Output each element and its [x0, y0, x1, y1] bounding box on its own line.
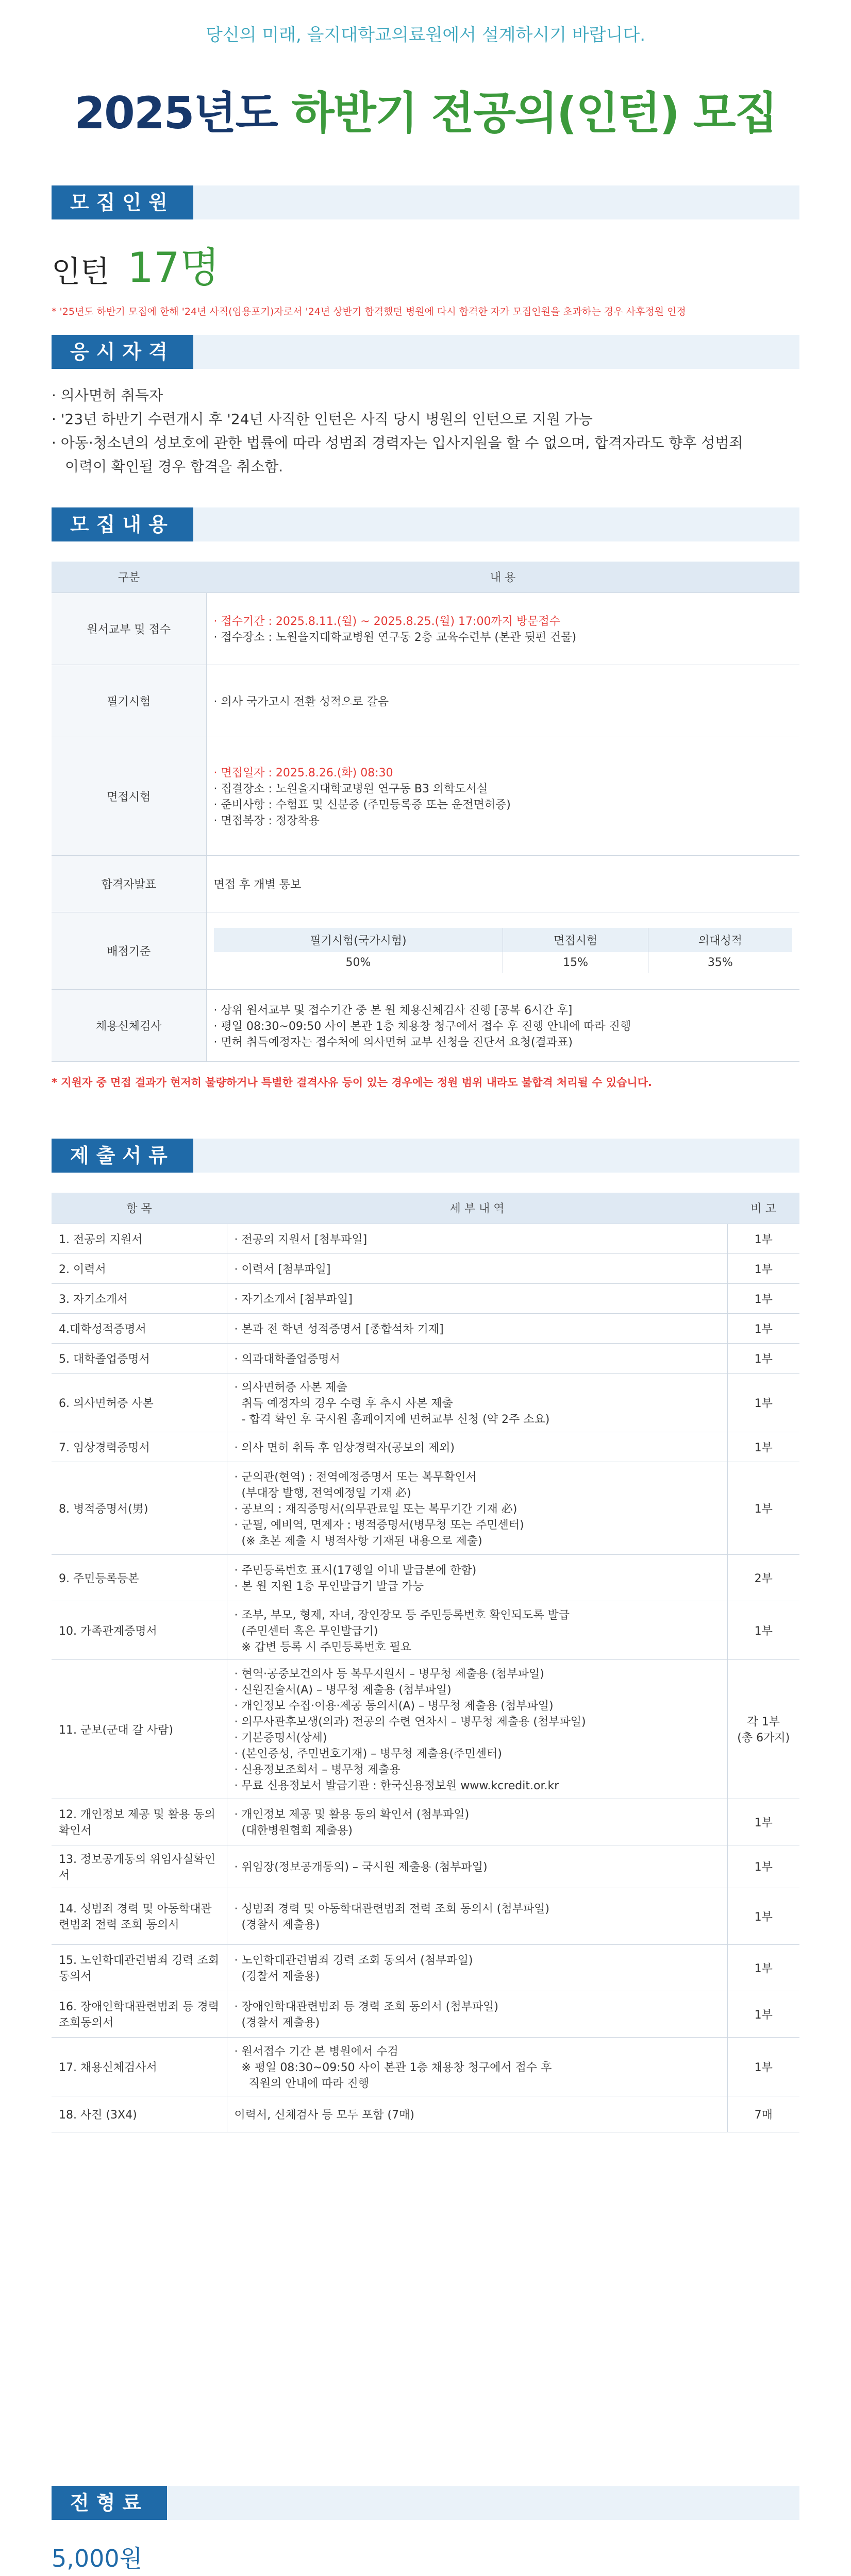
docs-item: 15. 노인학대관련범죄 경력 조회 동의서	[52, 1944, 227, 1991]
check-detail	[206, 989, 799, 1061]
docs-item: 6. 의사면허증 사본	[52, 1373, 227, 1432]
docs-row	[52, 1845, 799, 1888]
docs-detail-line: · 현역·공중보건의사 등 복무지원서 – 병무청 제출용 (첨부파일)	[234, 1668, 544, 1681]
docs-item: 3. 자기소개서	[52, 1283, 227, 1313]
check-label: 채용신체검사	[52, 989, 206, 1061]
docs-detail-line: · 공보의 : 재직증명서(의무관료일 또는 복무기간 기재 必)	[234, 1502, 518, 1516]
docs-detail	[227, 1659, 727, 1799]
content-header	[52, 507, 799, 541]
content-row-label: 원서교부 및 접수	[52, 592, 206, 665]
content-row-detail	[206, 855, 799, 912]
docs-detail	[227, 1313, 727, 1343]
criteria-value: 50%	[214, 952, 503, 973]
content-line: · 평일 08:30~09:50 사이 본관 1층 채용창 청구에서 접수 후 진행 안내에 따라 진행	[213, 1020, 631, 1033]
docs-detail-line: · 신원진술서(A) – 병무청 제출용 (첨부파일)	[234, 1684, 452, 1697]
docs-detail	[227, 1991, 727, 2037]
docs-detail	[227, 1601, 727, 1659]
content-line: · 면접일자 : 2025.8.26.(화) 08:30	[213, 767, 393, 779]
docs-detail-line: · 본과 전 학년 성적증명서 [종합석차 기재]	[234, 1323, 444, 1336]
recruit-count: 17명	[127, 244, 220, 292]
docs-detail-line: · 무료 신용정보서 발급기관 : 한국신용정보원 www.kcredit.or.kr	[234, 1780, 559, 1792]
docs-detail-line: ※ 갑변 등록 시 주민등록번호 필요	[234, 1640, 412, 1654]
docs-row	[52, 1343, 799, 1373]
docs-note: 1부	[727, 1224, 799, 1253]
docs-label: 제출서류	[52, 1139, 193, 1173]
docs-detail-line: 이력서, 신체검사 등 모두 포함 (7매)	[234, 2108, 414, 2122]
docs-detail-line: · 개인정보 수집·이용·제공 동의서(A) – 병무청 제출용 (첨부파일)	[234, 1700, 554, 1713]
recruit-section	[52, 234, 799, 318]
content-row-detail	[206, 592, 799, 665]
page-title	[0, 77, 851, 141]
content-line: · 면접복장 : 정장착용	[213, 815, 320, 827]
docs-row	[52, 1253, 799, 1283]
criteria-header: 필기시험(국가시험)	[214, 928, 503, 952]
docs-detail-line: 직원의 안내에 따라 진행	[234, 2077, 369, 2090]
docs-detail	[227, 2096, 727, 2132]
fee-amount: 5,000원	[52, 2545, 143, 2572]
docs-item: 8. 병적증명서(男)	[52, 1462, 227, 1554]
docs-detail-line: · 장애인학대관련범죄 등 경력 조회 동의서 (첨부파일)	[234, 2001, 498, 2013]
docs-detail-line: (대한병원협회 제출용)	[234, 1824, 353, 1837]
docs-note: 1부	[727, 1343, 799, 1373]
docs-detail	[227, 1799, 727, 1845]
docs-note: 1부	[727, 1373, 799, 1432]
docs-note: 1부	[727, 1601, 799, 1659]
docs-row	[52, 1601, 799, 1659]
docs-note: 1부	[727, 1432, 799, 1462]
eligibility-list	[52, 384, 799, 479]
recruit-prefix: 인턴	[52, 254, 110, 289]
recruit-note: * '25년도 하반기 모집에 한해 '24년 사직(임용포기)자로서 '24년 상반기 합격했던 병원에 다시 합격한 자가 모집인원을 초과하는 경우 사후정원 인정	[52, 306, 686, 317]
content-line: · 집결장소 : 노원을지대학교병원 연구동 B3 의학도서실	[213, 783, 488, 795]
docs-row	[52, 1373, 799, 1432]
docs-detail-line: (※ 초본 제출 시 병적사항 기재된 내용으로 제출)	[234, 1534, 482, 1548]
content-line: · 의사 국가고시 전환 성적으로 갈음	[213, 695, 389, 708]
content-line: · 준비사항 : 수험표 및 신분증 (주민등록증 또는 운전면허증)	[213, 799, 511, 811]
docs-note: 1부	[727, 1313, 799, 1343]
docs-detail-line: · 의사 면허 취득 후 임상경력자(공보의 제외)	[234, 1441, 455, 1454]
content-table	[52, 562, 799, 1062]
docs-detail	[227, 2037, 727, 2096]
docs-detail-line: · 원서접수 기간 본 병원에서 수검	[234, 2045, 398, 2058]
docs-note: 각 1부 (총 6가지)	[727, 1659, 799, 1799]
content-row-detail	[206, 665, 799, 737]
docs-detail-line: ※ 평일 08:30~09:50 사이 본관 1층 채용창 청구에서 접수 후	[234, 2061, 552, 2074]
criteria-table	[214, 928, 793, 973]
docs-item: 2. 이력서	[52, 1253, 227, 1283]
docs-note: 1부	[727, 1462, 799, 1554]
content-row-label: 합격자발표	[52, 855, 206, 912]
docs-detail	[227, 1888, 727, 1944]
docs-item: 5. 대학졸업증명서	[52, 1343, 227, 1373]
docs-header	[52, 1139, 799, 1173]
docs-detail-line: · 주민등록번호 표시(17행일 이내 발급분에 한함)	[234, 1564, 477, 1577]
docs-note: 1부	[727, 1991, 799, 2037]
docs-detail	[227, 1343, 727, 1373]
docs-item: 9. 주민등록등본	[52, 1554, 227, 1601]
docs-detail-line: · 성범죄 경력 및 아동학대관련범죄 전력 조회 동의서 (첨부파일)	[234, 1903, 549, 1916]
docs-row	[52, 1888, 799, 1944]
docs-item: 4.대학성적증명서	[52, 1313, 227, 1343]
docs-detail	[227, 1462, 727, 1554]
docs-note: 1부	[727, 1799, 799, 1845]
docs-row	[52, 1462, 799, 1554]
docs-item: 12. 개인정보 제공 및 활용 동의확인서	[52, 1799, 227, 1845]
docs-item: 13. 정보공개동의 위임사실확인서	[52, 1845, 227, 1888]
criteria-header: 면접시험	[503, 928, 648, 952]
docs-item: 11. 군보(군대 갈 사람)	[52, 1659, 227, 1799]
eligibility-line: 이력이 확인될 경우 합격을 취소함.	[65, 458, 283, 475]
docs-detail-line: · (본인증성, 주민번호기재) – 병무청 제출용(주민센터)	[234, 1748, 502, 1760]
docs-detail-line: (경찰서 제출용)	[234, 2016, 320, 2029]
fee-section	[52, 2540, 799, 2576]
docs-detail-line: · 기본증명서(상세)	[234, 1732, 327, 1744]
docs-detail-line: · 전공의 지원서 [첨부파일]	[234, 1233, 368, 1246]
docs-item: 10. 가족관계증명서	[52, 1601, 227, 1659]
docs-detail	[227, 1283, 727, 1313]
docs-detail-line: · 의과대학졸업증명서	[234, 1352, 340, 1366]
docs-item: 17. 채용신체검사서	[52, 2037, 227, 2096]
docs-detail-line: 취득 예정자의 경우 수령 후 추시 사본 제출	[234, 1397, 453, 1410]
docs-detail-line: (부대장 발행, 전역예정일 기재 必)	[234, 1486, 411, 1500]
title-year: 2025년도	[74, 88, 277, 139]
docs-detail	[227, 1224, 727, 1253]
docs-detail-line: · 의사면허증 사본 제출	[234, 1381, 347, 1394]
criteria-value: 35%	[707, 956, 733, 969]
docs-item: 14. 성범죄 경력 및 아동학대관련범죄 전력 조회 동의서	[52, 1888, 227, 1944]
content-footnote: * 지원자 중 면접 결과가 현저히 불량하거나 특별한 결격사유 등이 있는 경우에는 정원 범위 내라도 불합격 처리될 수 있습니다.	[52, 1076, 652, 1089]
content-col-header: 구분	[52, 562, 206, 592]
fee-header	[52, 2486, 799, 2520]
tagline: 당신의 미래, 을지대학교의료원에서 설계하시기 바랍니다.	[205, 25, 646, 45]
docs-detail	[227, 1432, 727, 1462]
content-row-detail	[206, 737, 799, 855]
docs-note: 1부	[727, 1888, 799, 1944]
recruit-label: 모집인원	[52, 185, 193, 219]
docs-detail	[227, 1554, 727, 1601]
docs-row	[52, 2037, 799, 2096]
docs-note: 1부	[727, 1253, 799, 1283]
docs-row	[52, 1944, 799, 1991]
docs-detail-line: (주민센터 혹은 무인발급기)	[234, 1624, 378, 1638]
docs-detail	[227, 1845, 727, 1888]
docs-detail-line: · 군의관(현역) : 전역예정증명서 또는 복무확인서	[234, 1470, 477, 1484]
recruit-header	[52, 185, 799, 219]
docs-row	[52, 1283, 799, 1313]
docs-row	[52, 1799, 799, 1845]
eligibility-line: · 아동·청소년의 성보호에 관한 법률에 따라 성범죄 경력자는 입사지원을 할 수 없으며, 합격자라도 향후 성범죄	[52, 434, 743, 451]
docs-detail-line: - 합격 확인 후 국시원 홈페이지에 면허교부 신청 (약 2주 소요)	[234, 1413, 550, 1426]
criteria-header: 의대성적	[648, 928, 792, 952]
docs-row	[52, 1991, 799, 2037]
docs-table-wrap	[52, 1193, 799, 2132]
docs-detail-line: · 본 원 지원 1층 무인발급기 발급 가능	[234, 1580, 424, 1593]
title-main: 하반기 전공의(인턴) 모집	[277, 88, 777, 139]
eligibility-label: 응시자격	[52, 335, 193, 369]
docs-detail-line: · 의무사관후보생(의과) 전공의 수련 연차서 – 병무청 제출용 (첨부파일)	[234, 1716, 586, 1728]
docs-detail-line: · 위임장(정보공개동의) – 국시원 제출용 (첨부파일)	[234, 1861, 488, 1874]
content-line: · 접수기간 : 2025.8.11.(월) ~ 2025.8.25.(월) 17:00까지 방문접수	[213, 615, 560, 628]
docs-row	[52, 1313, 799, 1343]
docs-detail	[227, 1253, 727, 1283]
content-line: 면접 후 개별 통보	[213, 878, 302, 891]
eligibility-header	[52, 335, 799, 369]
docs-col-header: 비 고	[727, 1193, 799, 1224]
docs-table	[52, 1193, 799, 2132]
docs-row	[52, 2096, 799, 2132]
criteria-label: 배점기준	[52, 912, 206, 989]
criteria-cell	[206, 912, 799, 989]
docs-note: 1부	[727, 1944, 799, 1991]
content-line: · 면허 취득예정자는 접수처에 의사면허 교부 신청을 진단서 요청(결과표)	[213, 1036, 573, 1049]
content-row-label: 필기시험	[52, 665, 206, 737]
eligibility-line: · 의사면허 취득자	[52, 387, 163, 404]
docs-note: 1부	[727, 1845, 799, 1888]
criteria-value: 15%	[503, 952, 648, 973]
content-line: · 접수장소 : 노원을지대학교병원 연구동 2층 교육수련부 (본관 뒷편 건물)	[213, 631, 577, 644]
docs-detail-line: · 노인학대관련범죄 경력 조회 동의서 (첨부파일)	[234, 1954, 473, 1967]
docs-col-header: 항 목	[52, 1193, 227, 1224]
docs-row	[52, 1659, 799, 1799]
eligibility-line: · '23년 하반기 수련개시 후 '24년 사직한 인턴은 사직 당시 병원의 인턴으로 지원 가능	[52, 411, 593, 428]
content-label: 모집내용	[52, 507, 193, 541]
docs-note: 7매	[727, 2096, 799, 2132]
docs-detail-line: · 자기소개서 [첨부파일]	[234, 1293, 353, 1306]
docs-item: 16. 장애인학대관련범죄 등 경력 조회동의서	[52, 1991, 227, 2037]
docs-row	[52, 1554, 799, 1601]
docs-item: 1. 전공의 지원서	[52, 1224, 227, 1253]
docs-detail-line: · 신용정보조회서 – 병무청 제출용	[234, 1764, 401, 1776]
docs-detail	[227, 1944, 727, 1991]
docs-detail-line: · 조부, 부모, 형제, 자녀, 장인장모 등 주민등록번호 확인되도록 발급	[234, 1608, 570, 1622]
docs-detail-line: · 개인정보 제공 및 활용 동의 확인서 (첨부파일)	[234, 1808, 470, 1821]
docs-row	[52, 1224, 799, 1253]
content-row-label: 면접시험	[52, 737, 206, 855]
docs-detail	[227, 1373, 727, 1432]
docs-note: 2부	[727, 1554, 799, 1601]
docs-detail-line: · 군필, 예비역, 면제자 : 병적증명서(병무청 또는 주민센터)	[234, 1518, 524, 1532]
content-line: · 상위 원서교부 및 접수기간 중 본 원 채용신체검사 진행 [공복 6시간 후]	[213, 1004, 573, 1017]
docs-detail-line: (경찰서 제출용)	[234, 1970, 320, 1983]
docs-detail-line: (경찰서 제출용)	[234, 1919, 320, 1931]
docs-note: 1부	[727, 1283, 799, 1313]
docs-col-header: 세 부 내 역	[227, 1193, 727, 1224]
docs-detail-line: · 이력서 [첨부파일]	[234, 1263, 331, 1276]
docs-item: 18. 사진 (3X4)	[52, 2096, 227, 2132]
docs-note: 1부	[727, 2037, 799, 2096]
fee-label: 전형료	[52, 2486, 167, 2520]
docs-item: 7. 임상경력증명서	[52, 1432, 227, 1462]
content-col-header: 내 용	[206, 562, 799, 592]
content-table-wrap	[52, 562, 799, 1090]
docs-row	[52, 1432, 799, 1462]
